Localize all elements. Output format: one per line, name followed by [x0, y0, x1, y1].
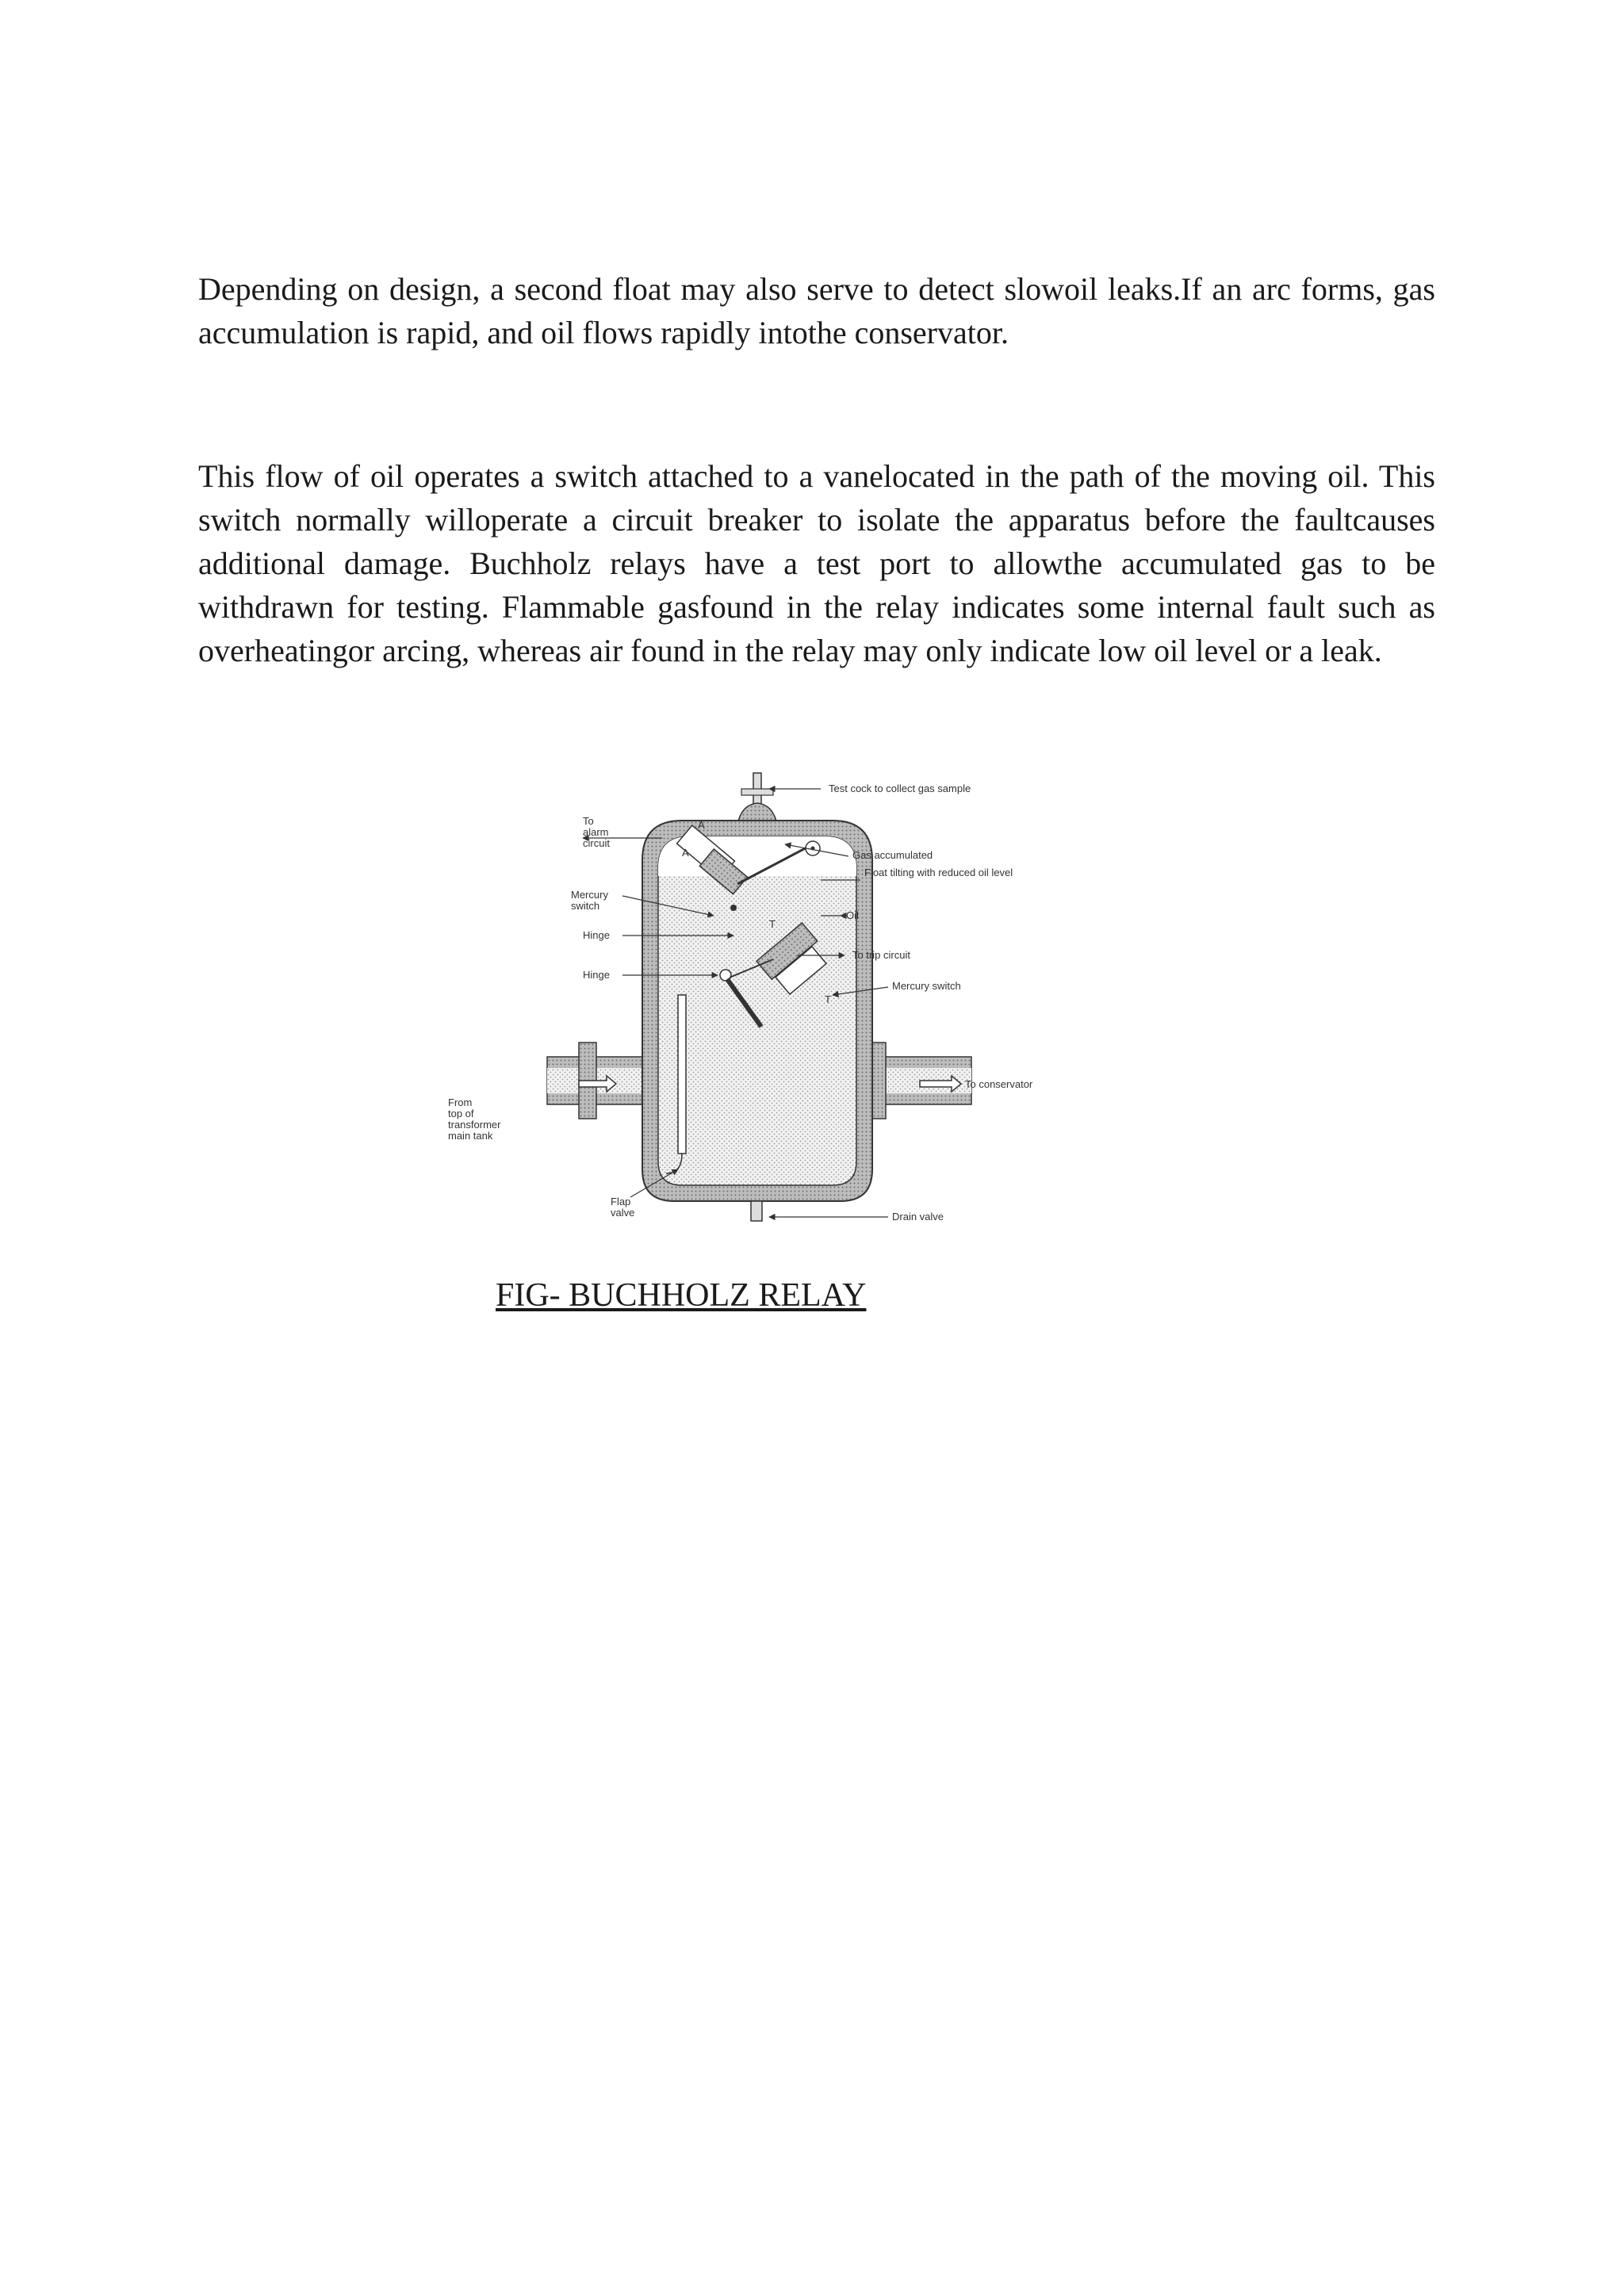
label-from-4: main tank	[448, 1130, 493, 1142]
label-from-3: transformer	[448, 1119, 501, 1131]
label-from-1: From	[448, 1096, 473, 1108]
label-to-alarm-2: alarm	[583, 826, 609, 838]
label-from-2: top of	[448, 1108, 474, 1119]
test-cock	[737, 773, 777, 825]
oil-chamber	[658, 836, 856, 1185]
label-gas-accumulated: Gas accumulated	[852, 849, 933, 861]
figure-caption: FIG- BUCHHOLZ RELAY	[496, 1277, 867, 1314]
label-to-alarm-1: To	[583, 815, 594, 827]
label-float-tilting: Float tilting with reduced oil level	[864, 867, 1013, 878]
label-to-trip-circuit: To trip circuit	[852, 949, 910, 961]
label-to-conservator: To conservator	[965, 1078, 1033, 1090]
label-oil: Oil	[846, 909, 859, 921]
label-flap-1: Flap	[611, 1196, 631, 1207]
drain-valve	[751, 1201, 762, 1221]
label-mercury-switch-1: Mercury	[571, 889, 608, 901]
mark-a2: A	[682, 847, 689, 859]
paragraph-1: Depending on design, a second float may also serve to detect slowoil leaks.If an arc forms, gas accumulation is rapid, and oil flows rapidly intothe conservator.	[198, 271, 1435, 350]
label-mercury-switch-2: switch	[571, 900, 600, 912]
label-to-alarm-3: circuit	[583, 837, 610, 849]
label-hinge-lower: Hinge	[583, 969, 610, 981]
label-test-cock: Test cock to collect gas sample	[829, 783, 971, 794]
label-flap-2: valve	[611, 1207, 635, 1219]
relay-diagram-svg	[440, 757, 1114, 1233]
mark-t2: T	[825, 993, 831, 1005]
paragraph-2: This flow of oil operates a switch attached to a vanelocated in the path of the moving oil. This switch normally willoperate a circuit breaker to isolate the apparatus before the faultcauses additional damage. Buchholz relays have a test port to allowthe accumulated gas to be withdrawn for testing. Flammable gasfound in the relay indicates some internal fault such as overheatingor arcing, whereas air found in the relay may only indicate low oil level or a leak.	[198, 458, 1435, 668]
label-mercury-switch-right: Mercury switch	[892, 980, 961, 992]
label-hinge-upper: Hinge	[583, 929, 610, 941]
mark-t1: T	[769, 918, 776, 930]
mark-a1: A	[698, 819, 705, 831]
buchholz-relay-diagram	[440, 757, 1114, 1233]
label-drain-valve: Drain valve	[892, 1211, 944, 1223]
